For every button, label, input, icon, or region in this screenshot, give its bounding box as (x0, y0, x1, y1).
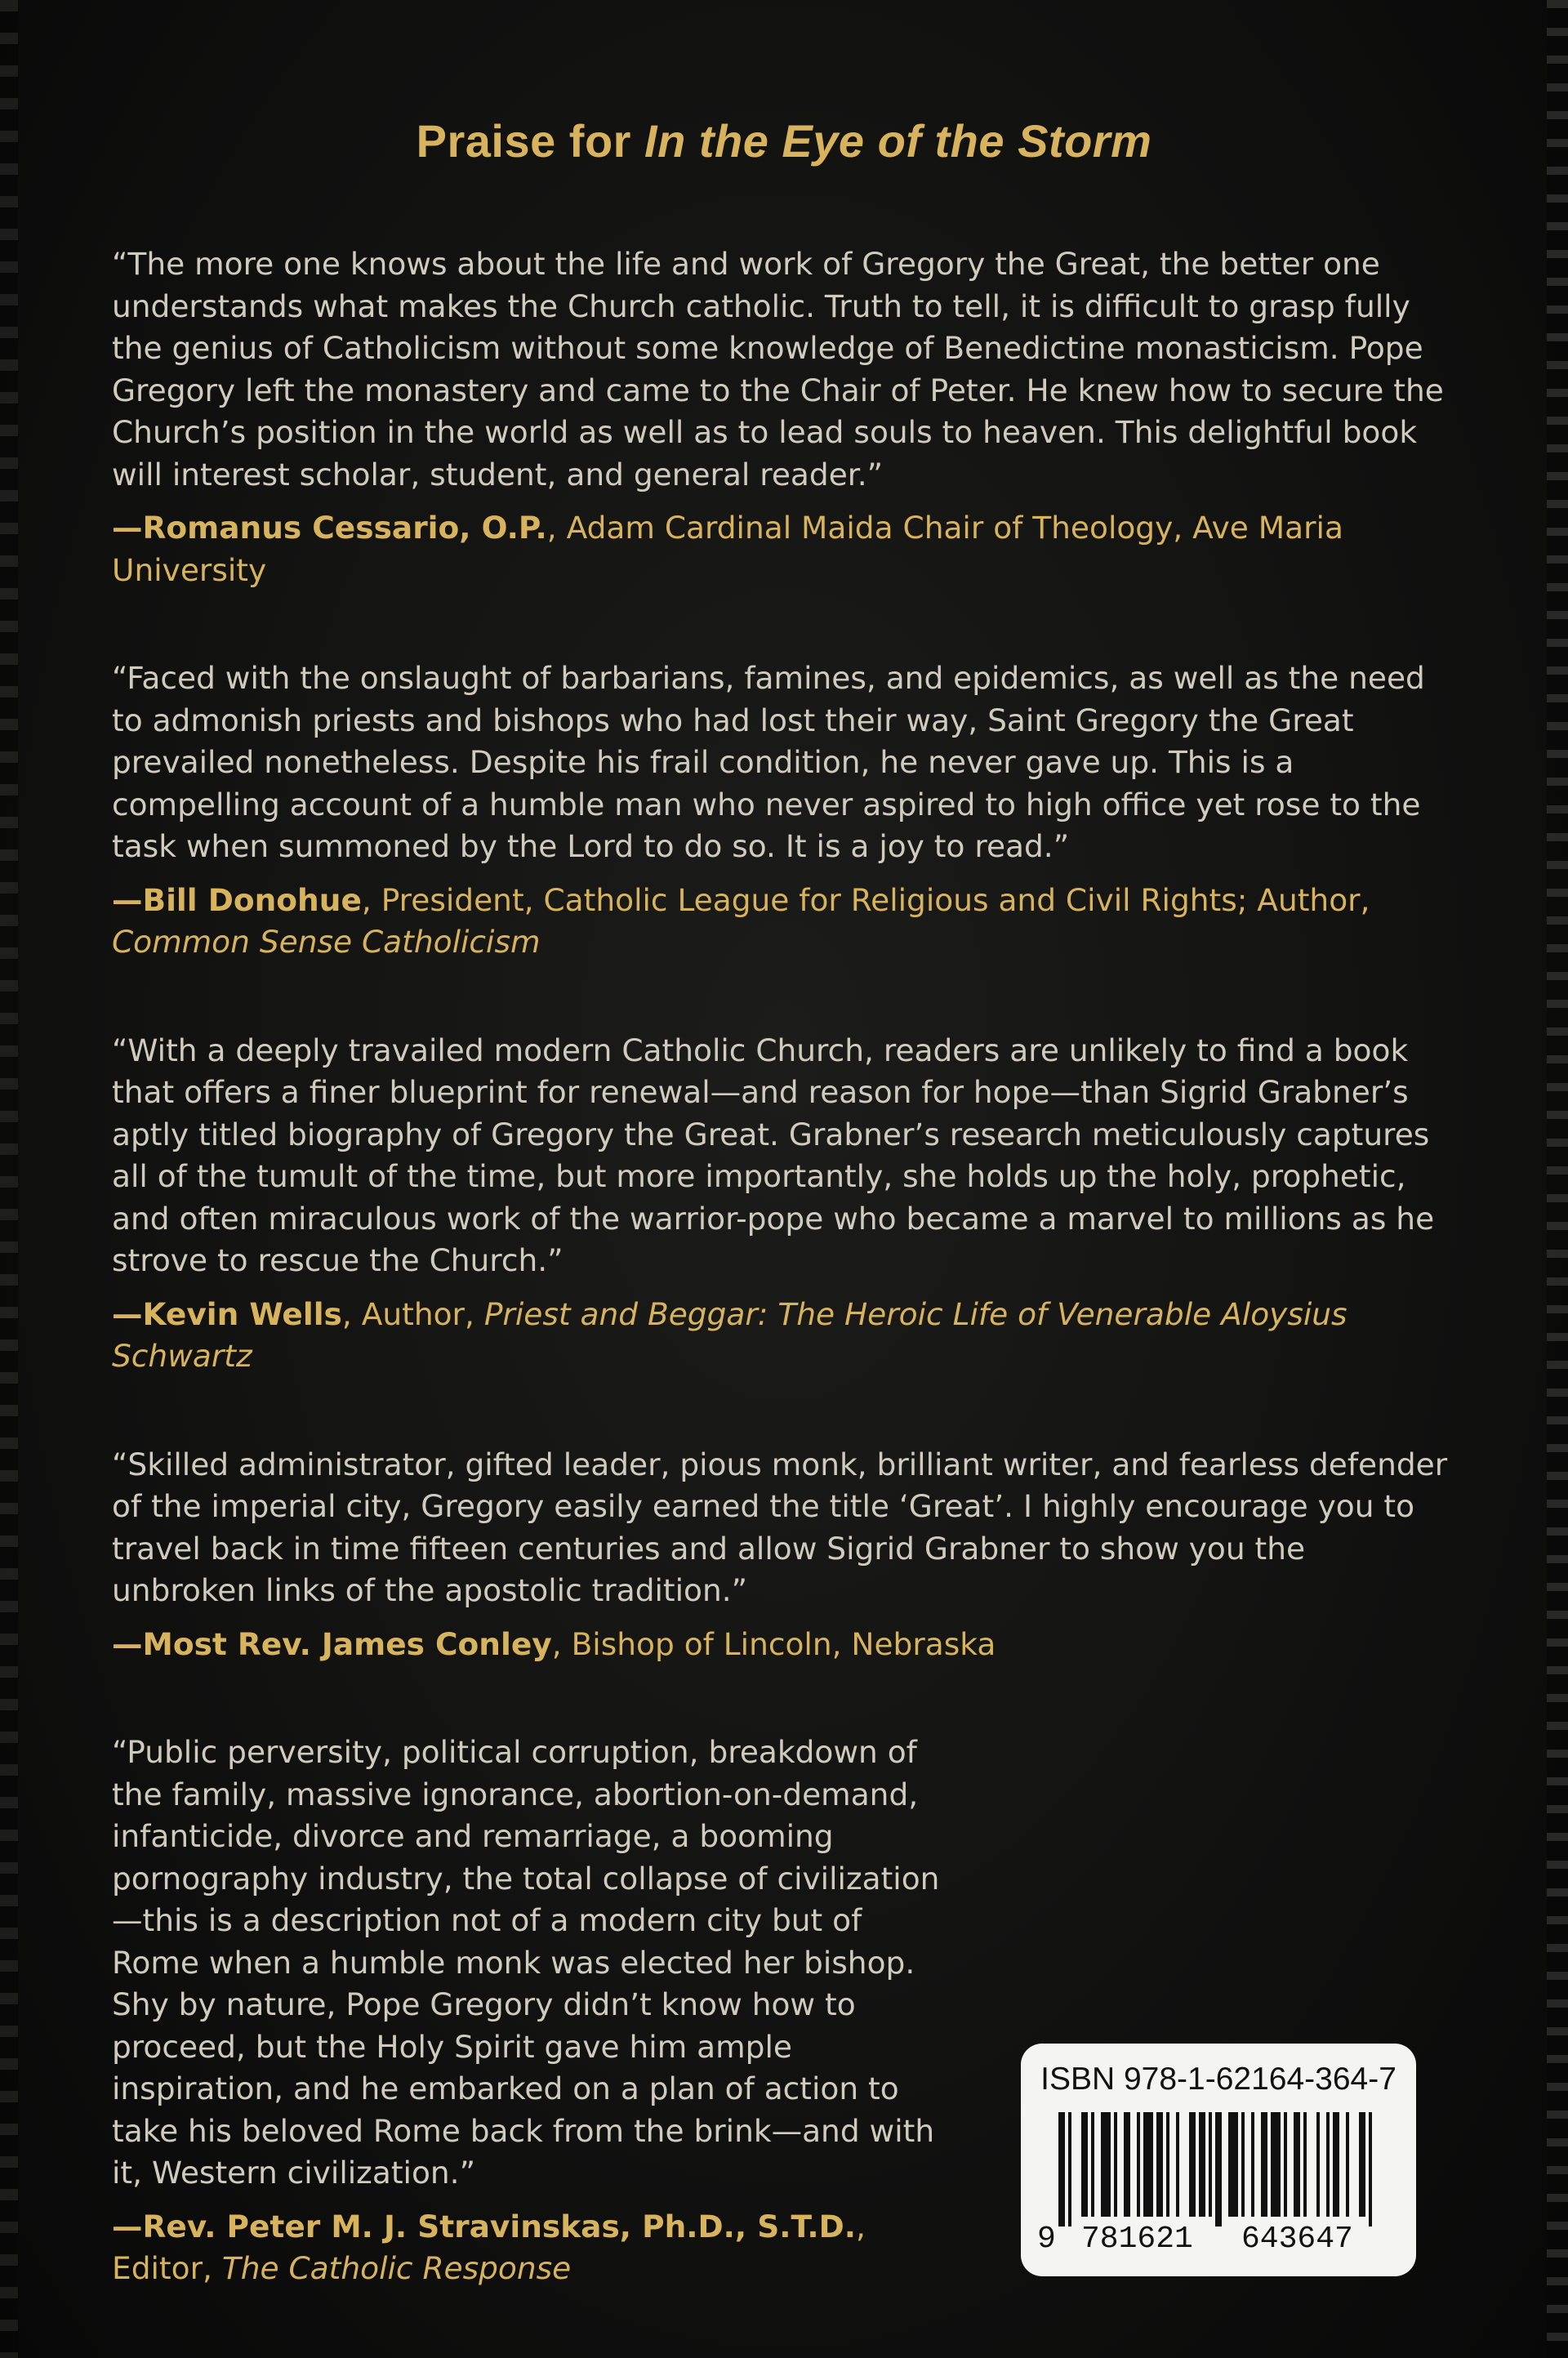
endorsements (112, 243, 1451, 2290)
barcode-digit-lead: 9 (1037, 2222, 1056, 2257)
endorser-role: , Editor, (112, 2208, 866, 2286)
isbn-number: ISBN 978-1-62164-364-7 (1040, 2062, 1396, 2097)
endorser-name: —Most Rev. James Conley (112, 1625, 552, 1662)
barcode-bar (1143, 2112, 1153, 2217)
barcode-bar (1068, 2112, 1071, 2227)
barcode-bar (1091, 2112, 1094, 2217)
endorsement (112, 657, 1451, 964)
barcode-bar (1241, 2112, 1245, 2217)
endorsement-quote: “Public perversity, political corruption, breakdown of the family, massive ignorance, abortion-on-demand, infanticide, divorce and remarriage, a booming pornography industry, the total collapse of civilization—this is a description not of a modern city but of Rome when a humble monk was elected her bishop. Shy by nature, Pope Gregory didn’t know how to proceed, but the Holy Spirit gave him ample inspiration, and he embarked on a plan of action to take his beloved Rome back from the brink—and with it, Western civilization.” (112, 1734, 940, 2191)
barcode-bar (1346, 2112, 1349, 2217)
barcode-bar (1166, 2112, 1169, 2217)
endorsement-quote: “Skilled administrator, gifted leader, pious monk, brilliant writer, and fearless defender of the imperial city, Gregory easily earned the title ‘Great’. I highly encourage you to travel back in time fifteen centuries and allow Sigrid Grabner to show you the unbroken links of the apostolic tradition.” (112, 1446, 1448, 1608)
barcode-bar (1156, 2112, 1163, 2217)
barcode-bar (1209, 2112, 1212, 2217)
endorsement (112, 1030, 1451, 1378)
barcode-bar (1199, 2112, 1205, 2217)
barcode-bar (1359, 2112, 1365, 2217)
endorser-name: —Romanus Cessario, O.P. (112, 510, 547, 546)
endorsement (112, 1732, 953, 2290)
barcode-bar (1176, 2112, 1179, 2217)
endorser-role: , Bishop of Lincoln, Nebraska (551, 1625, 996, 1662)
heading-prefix: Praise for (416, 115, 645, 167)
barcode-bar (1333, 2112, 1339, 2217)
right-edge-texture (1547, 0, 1568, 2358)
praise-heading (0, 114, 1568, 167)
barcode-bar (1101, 2112, 1111, 2217)
endorsement (112, 1444, 1451, 1666)
endorser-name: —Kevin Wells (112, 1295, 342, 1332)
barcode-digits-left: 781621 (1081, 2222, 1193, 2257)
barcode-bar (1081, 2112, 1088, 2217)
endorsement-attribution (112, 880, 1451, 964)
endorser-name: —Rev. Peter M. J. Stravinskas, Ph.D., S.T.D. (112, 2208, 856, 2244)
barcode-bar (1303, 2112, 1307, 2217)
endorser-work: Common Sense Catholicism (112, 924, 541, 960)
endorsement-attribution (112, 507, 1451, 591)
endorsement-attribution (112, 2206, 953, 2290)
left-edge-texture (0, 0, 18, 2358)
barcode-bar (1294, 2112, 1300, 2217)
barcode-bar (1271, 2112, 1281, 2217)
barcode-icon (1058, 2112, 1379, 2227)
endorser-role: , Adam Cardinal Maida Chair of Theology, Ave Maria University (112, 510, 1343, 588)
endorser-role: , Author, (341, 1295, 484, 1332)
endorser-work: Priest and Beggar: The Heroic Life of Venerable Aloysius Schwartz (112, 1295, 1348, 1374)
endorsement-attribution (112, 1624, 1451, 1666)
barcode-bar (1228, 2112, 1238, 2217)
barcode-bar (1137, 2112, 1140, 2217)
barcode-bar (1124, 2112, 1130, 2217)
endorser-name: —Bill Donohue (112, 881, 362, 918)
barcode-bar (1316, 2112, 1320, 2217)
endorsement-quote: “The more one knows about the life and work of Gregory the Great, the better one understands what makes the Church catholic. Truth to tell, it is difficult to grasp fully the genius of Catholicism without some knowledge of Benedictine monasticism. Pope Gregory left the monastery and came to the Chair of Peter. He knew how to secure the Church’s position in the world as well as to lead souls to heaven. This delightful book will interest scholar, student, and general reader.” (112, 246, 1444, 493)
endorsement-quote: “Faced with the onslaught of barbarians, famines, and epidemics, as well as the need to admonish priests and bishops who had lost their way, Saint Gregory the Great prevailed nonetheless. Despite his frail condition, he never gave up. This is a compelling account of a humble man who never aspired to high office yet rose to the task when summoned by the Lord to do so. It is a joy to read.” (112, 660, 1425, 864)
isbn-barcode-label (1021, 2044, 1416, 2276)
endorsement (112, 243, 1451, 591)
barcode-digits-right: 643647 (1241, 2222, 1353, 2257)
barcode-bar (1251, 2112, 1254, 2217)
endorsement-quote: “With a deeply travailed modern Catholic Church, readers are unlikely to find a book that offers a finer blueprint for renewal—and reason for hope—than Sigrid Grabner’s aptly titled biography of Gregory the Great. Grabner’s research meticulously captures all of the tumult of the time, but more importantly, she holds up the holy, prophetic, and often miraculous work of the warrior-pope who became a marvel to millions as he strove to rescue the Church.” (112, 1032, 1435, 1278)
barcode-bar (1369, 2112, 1372, 2227)
barcode-bar (1058, 2112, 1065, 2227)
barcode-bar (1215, 2112, 1222, 2227)
barcode-bar (1284, 2112, 1287, 2217)
barcode-bar (1189, 2112, 1196, 2217)
book-title: In the Eye of the Storm (644, 115, 1152, 167)
barcode-bar (1114, 2112, 1117, 2217)
barcode-bar (1326, 2112, 1330, 2217)
barcode-bar (1261, 2112, 1267, 2217)
endorser-role: , President, Catholic League for Religious and Civil Rights; Author, (361, 881, 1370, 918)
endorsement-attribution (112, 1294, 1451, 1378)
endorser-work: The Catholic Response (221, 2250, 572, 2286)
barcode-digits (1021, 2222, 1416, 2262)
